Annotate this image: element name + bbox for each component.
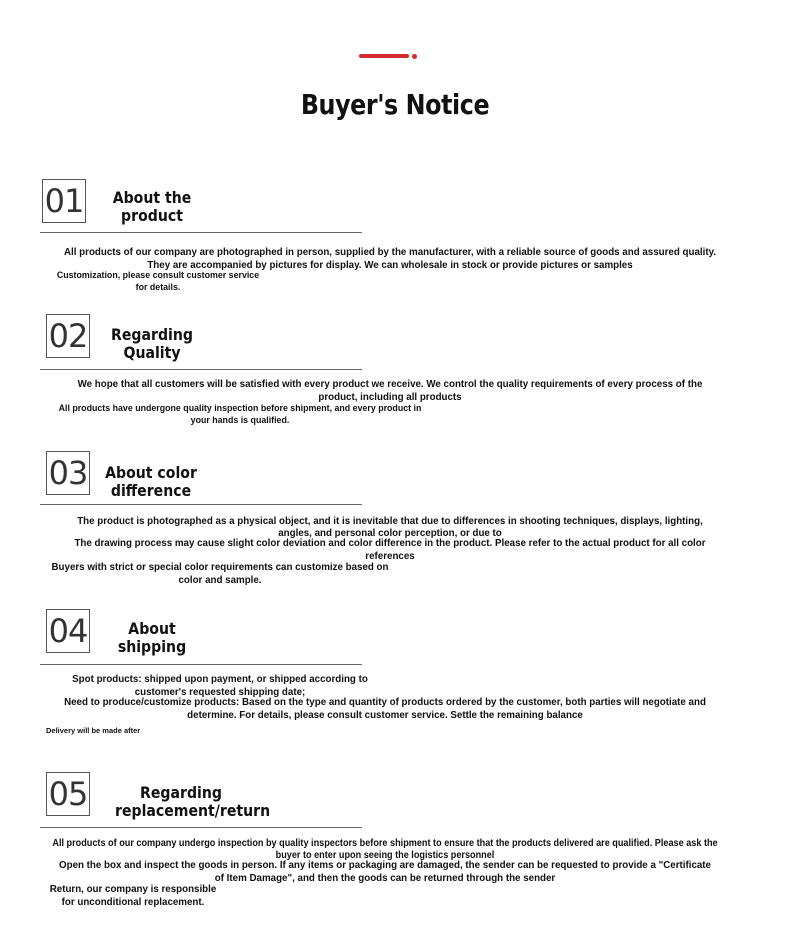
body-line: for unconditional replacement. xyxy=(61,896,205,908)
section-rule xyxy=(40,504,362,505)
body-line: All products of our company are photographed in person, supplied by the manufacturer, with a reliable source of goods and assured quality. xyxy=(63,246,717,258)
section-number-box: 04 xyxy=(46,609,90,653)
section-heading xyxy=(99,620,205,656)
section-number-box: 05 xyxy=(46,772,90,816)
body-line: The drawing process may cause slight color deviation and color difference in the product. Please refer to the actual product for all color xyxy=(74,537,706,549)
body-line: color and sample. xyxy=(178,574,262,586)
body-line: of Item Damage", and then the goods can be returned through the sender xyxy=(214,872,556,884)
body-line: determine. For details, please consult customer service. Settle the remaining balance xyxy=(187,709,583,721)
section-number-box: 03 xyxy=(46,451,90,495)
section-heading xyxy=(94,464,208,500)
section-rule xyxy=(40,664,362,665)
section-heading-line: About xyxy=(128,619,176,638)
body-line: All products have undergone quality inspection before shipment, and every product in xyxy=(58,403,422,414)
body-line: Buyers with strict or special color requirements can customize based on xyxy=(51,561,389,573)
section-heading-line: About color xyxy=(105,463,197,482)
section-heading-line: Regarding xyxy=(111,325,193,344)
body-line: Return, our company is responsible xyxy=(49,883,217,895)
section-heading-line: Quality xyxy=(123,343,181,362)
body-line: Open the box and inspect the goods in person. If any items or packaging are damaged, the sender can be requested to provide a "Certificate xyxy=(59,859,711,871)
section-heading xyxy=(99,326,205,362)
section-heading xyxy=(115,783,271,820)
section-heading-line: replacement/return xyxy=(115,801,271,820)
page-title: Buyer's Notice xyxy=(300,88,490,121)
accent-dot xyxy=(412,54,417,59)
accent-bar xyxy=(359,54,409,58)
section-heading-line: shipping xyxy=(117,637,187,656)
section-rule xyxy=(40,827,362,828)
body-line: Spot products: shipped upon payment, or shipped according to xyxy=(72,673,368,685)
body-line: Delivery will be made after xyxy=(46,726,141,735)
section-number-box: 02 xyxy=(46,314,90,358)
body-line: We hope that all customers will be satisfied with every product we receive. We control the quality requirements of every process of the xyxy=(77,378,703,390)
section-rule xyxy=(40,369,362,370)
body-line: customer's requested shipping date; xyxy=(134,686,306,698)
body-line: references xyxy=(365,550,415,562)
body-line: your hands is qualified. xyxy=(190,415,290,426)
section-heading-line: Regarding xyxy=(140,783,222,802)
body-line: They are accompanied by pictures for display. We can wholesale in stock or provide pictures or samples xyxy=(147,259,633,271)
section-rule xyxy=(40,232,362,233)
body-line: All products of our company undergo inspection by quality inspectors before shipment to ensure that the products delivered are qualified. Please ask the xyxy=(52,838,718,849)
body-line: for details. xyxy=(135,282,181,293)
body-line: Customization, please consult customer service xyxy=(56,270,260,281)
section-heading xyxy=(99,189,205,225)
body-line: The product is photographed as a physical object, and it is inevitable that due to differences in shooting techniques, displays, lighting, xyxy=(77,515,703,527)
body-line: Need to produce/customize products: Based on the type and quantity of products ordered by the customer, both parties will negotiate and xyxy=(64,696,706,708)
body-line: buyer to enter upon seeing the logistics personnel xyxy=(275,850,495,861)
body-line: product, including all products xyxy=(318,391,462,403)
section-heading-line: difference xyxy=(110,481,192,500)
section-heading-line: About the xyxy=(112,188,192,207)
section-heading-line: product xyxy=(121,206,183,225)
body-line: angles, and personal color perception, or due to xyxy=(278,527,502,539)
section-number-box: 01 xyxy=(42,179,86,223)
